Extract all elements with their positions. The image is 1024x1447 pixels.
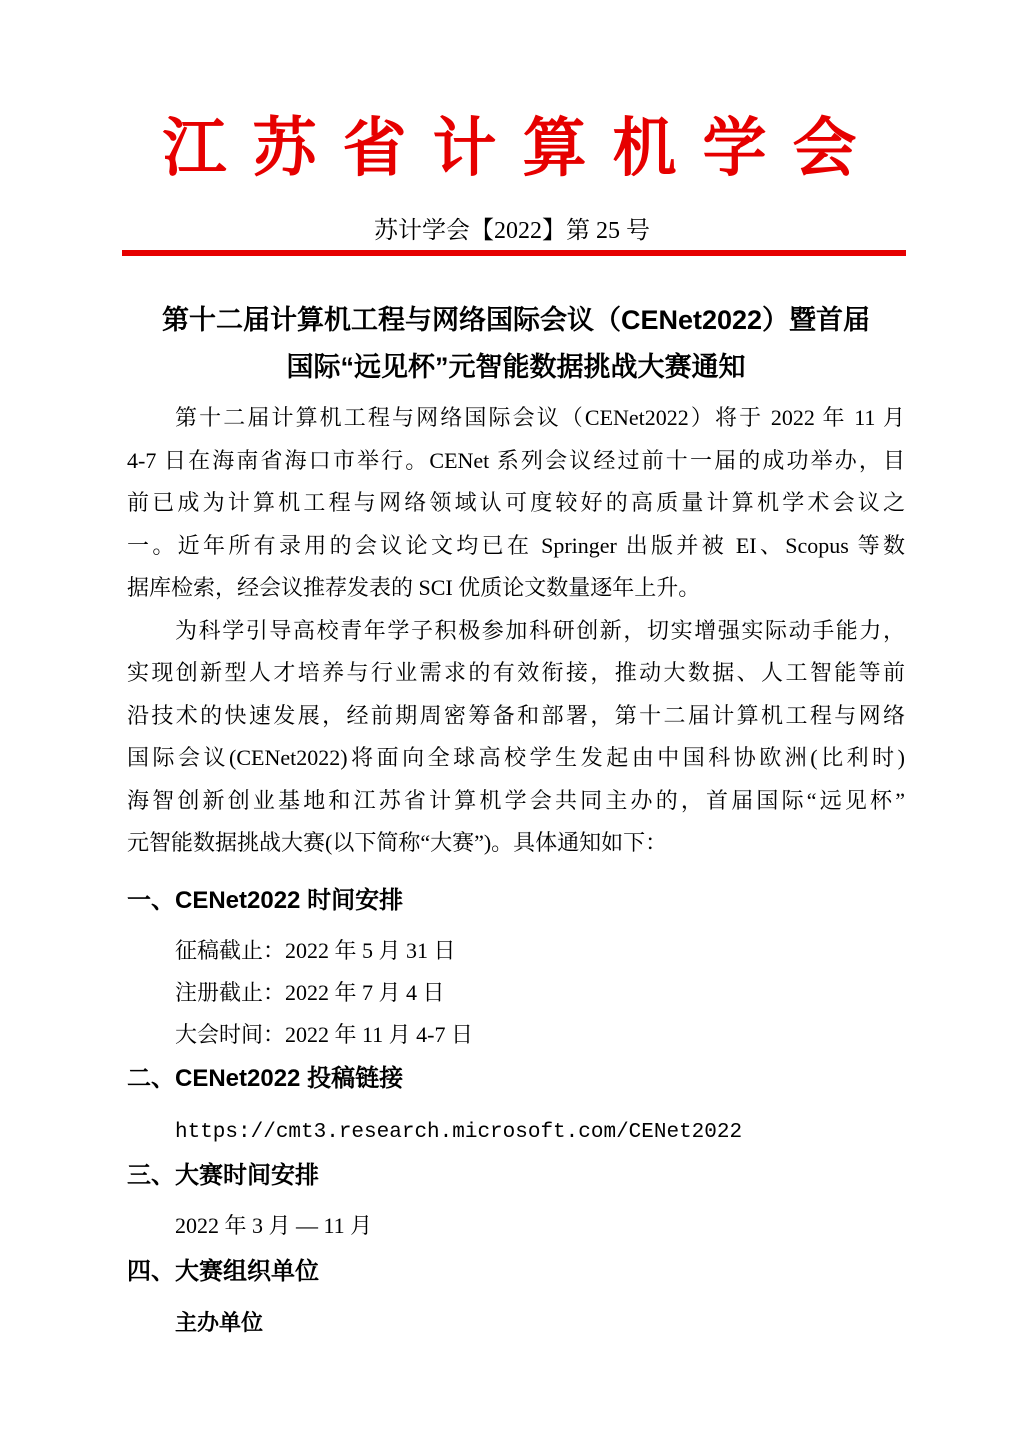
document-title-line-2: 国际“远见杯”元智能数据挑战大赛通知 [286,352,746,382]
paragraph-line: 国际会议(CENet2022)将面向全球高校学生发起由中国科协欧洲(比利时) [127,745,905,770]
host-unit-label: 主办单位 [175,1310,264,1335]
contest-date-range: 2022 年 3 月 — 11 月 [175,1213,373,1238]
section-4-items [127,1302,905,1344]
paragraph-line: 一。近年所有录用的会议论文均已在 Springer 出版并被 EI、Scopus 等数 [127,532,905,558]
red-divider [122,250,906,256]
paragraph-line: 实现创新型人才培养与行业需求的有效衔接，推动大数据、人工智能等前 [127,660,905,685]
paragraph-line: 海智创新创业基地和江苏省计算机学会共同主办的，首届国际“远见杯” [127,787,905,813]
organization-name: 江 苏 省 计 算 机 学 会 [162,113,862,184]
schedule-item-submission-deadline: 征稿截止：2022 年 5 月 31 日 [175,938,456,963]
paragraph-line: 元智能数据挑战大赛(以下简称“大赛”)。具体通知如下： [127,830,668,855]
document-body [127,397,905,865]
section-3-items [127,1205,905,1247]
document-title-line-1: 第十二届计算机工程与网络国际会议（CENet2022）暨首届 [161,305,871,335]
section-1-heading: 一、CENet2022 时间安排 [127,887,404,914]
section-3-heading: 三、大赛时间安排 [127,1162,319,1189]
paragraph-line: 为科学引导高校青年学子积极参加科研创新，切实增强实际动手能力， [175,617,905,643]
document-number: 苏计学会【2022】第 25 号 [374,218,650,244]
document-title [127,297,905,391]
paragraph-line: 前已成为计算机工程与网络领域认可度较好的高质量计算机学术会议之 [127,490,905,515]
section-4-heading: 四、大赛组织单位 [127,1258,319,1285]
paragraph-line: 沿技术的快速发展，经前期周密筹备和部署，第十二届计算机工程与网络 [127,702,905,728]
section-1-items [127,930,905,1056]
submission-url: https://cmt3.research.microsoft.com/CENet2022 [175,1121,743,1144]
paragraph-line: 据库检索，经会议推荐发表的 SCI 优质论文数量逐年上升。 [127,575,701,600]
paragraph-2 [127,610,905,865]
paragraph-line: 4-7 日在海南省海口市举行。CENet 系列会议经过前十一届的成功举办，目 [127,447,905,473]
schedule-item-conference-dates: 大会时间：2022 年 11 月 4-7 日 [175,1022,474,1047]
section-2-heading: 二、CENet2022 投稿链接 [127,1065,404,1092]
paragraph-line: 第十二届计算机工程与网络国际会议（CENet2022）将于 2022 年 11 月 [175,405,905,430]
section-2-items [127,1112,905,1154]
paragraph-1 [127,397,905,610]
schedule-item-registration-deadline: 注册截止：2022 年 7 月 4 日 [175,980,445,1005]
